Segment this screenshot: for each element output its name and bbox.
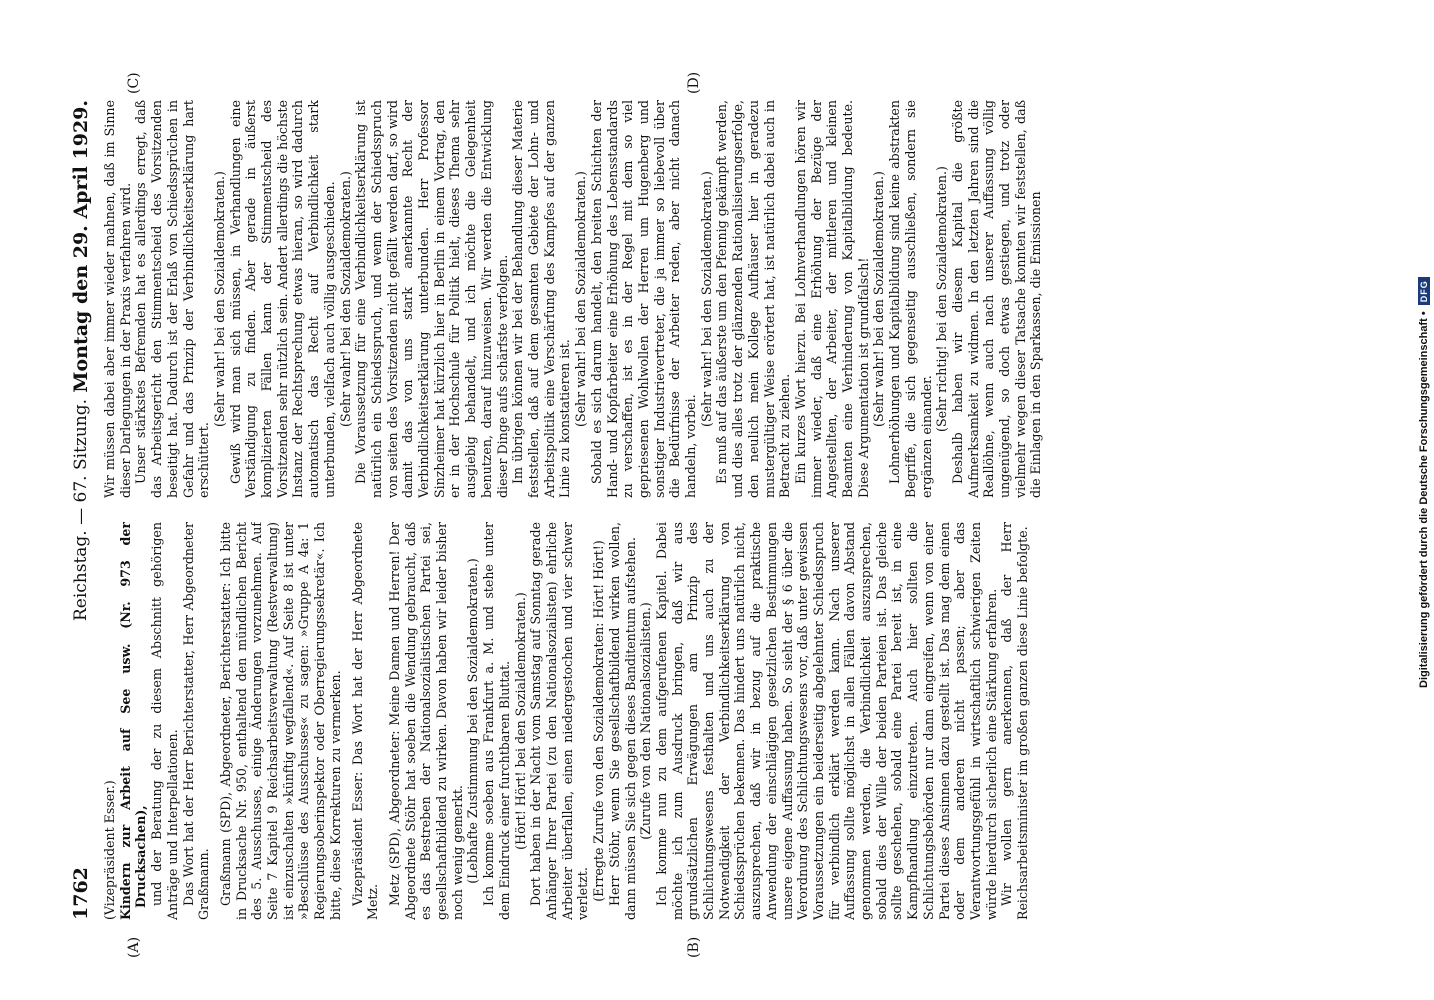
interjection: (Sehr wahr! bei den Sozialdemokraten.) [573, 171, 589, 427]
digitization-credit: Digitalisierung gefördert durch die Deutsche Forschungsgemeinschaft • [1418, 311, 1430, 688]
rotated-page [66, 70, 1316, 958]
paragraph: Kindern zur Arbeit auf See usw. (Nr. 973 der Drucksachen), [117, 522, 149, 920]
text-columns [102, 100, 1302, 920]
column-right [102, 100, 1302, 498]
margin-marker-b: (B) [686, 936, 702, 958]
interjection: (Sehr wahr! bei den Sozialdemokraten.) [337, 171, 353, 427]
running-head [66, 100, 96, 920]
interjection: (Zurufe von den Nationalsozialisten.) [638, 602, 654, 840]
paragraph: Gewiß wird man sich müssen, in Verhandlungen eine Verständigung zu finden. Aber gerade in äußerst komplizierten Fällen kann der Stimmentscheid des Vorsitzenden sehr nützlich sein. Andert allerdings die höchste Instanz der Rechtsprechung etwas hieran, so wird dadurch automatisch das Recht auf Verbindlichkeit stark unterbunden, vielfach auch völlig ausgeschieden. [227, 100, 337, 498]
interjection: (Sehr wahr! bei den Sozialdemokraten.) [698, 171, 714, 427]
paragraph: Vizepräsident Esser: Das Wort hat der Herr Abgeordnete Metz. [349, 522, 381, 920]
page-number: 1762 [70, 867, 92, 920]
paragraph: Graßmann (SPD), Abgeordneter, Berichterstatter: Ich bitte in Drucksache Nr. 950, enthaltend den mündlichen Bericht des 5. Ausschusses, einige Änderungen vorzunehmen. Auf Seite 7 Kapitel 9 Reichsarbeitsverwaltung (Restverwaltung) ist einzuschalten »künftig wegfallend«. Auf Seite 8 ist unter »Beschlüsse des Ausschusses« zu sagen: »Gruppe A 4a: 1 Regierungsoberinspektor oder Oberregierungssekretär«. Ich bitte, diese Korrekturen zu vermerken. [217, 522, 343, 920]
paragraph: Unser stärkstes Befremden hat es allerdings erregt, daß das Arbeitsgericht den Stimmentscheid des Vorsitzenden beseitigt hat. Dadurch ist der Erlaß von Schiedssprüchen in Gefahr und das Prinzip der Verbindlichkeitserklärung hart erschüttert. [133, 100, 212, 498]
paragraph: Das Wort hat der Herr Berichterstatter, Herr Abgeordneter Graßmann. [180, 522, 212, 920]
paragraph: Im übrigen können wir bei der Behandlung dieser Materie feststellen, daß auf dem gesamten Gebiete der Lohn- und Arbeitspolitik eine Verschärfung des Kampfes auf der ganzen Linie zu konstatieren ist. [510, 100, 573, 498]
document-sheet [66, 70, 1316, 958]
paragraph: Wir wollen gern anerkennen, daß der Herr Reichsarbeitsminister im großen ganzen diese Linie befolgte. [999, 522, 1031, 920]
interjection: (Sehr wahr! bei den Sozialdemokraten.) [871, 171, 887, 427]
interjection: (Sehr richtig! bei den Sozialdemokraten.) [934, 166, 950, 432]
paragraph: Ich komme nun zu dem aufgerufenen Kapitel. Dabei möchte ich zum Ausdruck bringen, daß wir aus grundsätzlichen Erwägungen am Prinzip des Schlichtungswesens festhalten und uns auch zu der Notwendigkeit der Verbindlichkeitserklärung von Schiedssprüchen bekennen. Das hindert uns natürlich nicht, auszusprechen, daß wir in bezug auf die praktische Anwendung der einschlägigen gesetzlichen Bestimmungen unsere eigene Auffassung haben. So sieht der § 6 über die Verordnung des Schlichtungswesens vor, daß unter gewissen Voraussetzungen ein beiderseitig abgelehnter Schiedsspruch für verbindlich erklärt werden kann. Nach unserer Auffassung sollte möglichst in allen Fällen davon Abstand genommen werden, die Verbindlichkeit auszusprechen, sobald dies der Wille der beiden Parteien ist. Das gleiche sollte geschehen, sobald eine Partei bereit ist, in eine Kampfhandlung einzutreten. Auch hier sollten die Schlichtungsbehörden nur dann eingreifen, wenn von einer Partei dieses Ansinnen dazu gestellt ist. Das mag dem einen oder dem anderen nicht passen; aber das Verantwortungsgefühl in wirtschaftlich schwierigen Zeiten würde hierdurch sicherlich eine Stärkung erfahren. [653, 522, 999, 920]
interjection: (Erregte Zurufe von den Sozialdemokraten: Hört! Hört!) [591, 540, 607, 902]
paragraph: Wir müssen dabei aber immer wieder mahnen, daß im Sinne dieser Darlegungen in der Praxis verfahren wird. [102, 100, 133, 498]
column-left [102, 522, 1302, 920]
interjection: (Sehr wahr! bei den Sozialdemokraten.) [211, 171, 227, 427]
paragraph: Sobald es sich darum handelt, den breiten Schichten der Hand- und Kopfarbeiter eine Erhöhung des Lebensstandards zu verschaffen, ist es in der Regel mit dem so viel gepriesenen Wohlwollen der Herren um Hugenberg und sonstiger Industrievertreter, die ja immer so liebevoll über die Bedürfnisse der Arbeiter reden, aber nicht danach handeln, vorbei. [588, 100, 699, 498]
session-date: Montag den 29. April 1929. [70, 100, 92, 393]
session-title: Reichstag. — 67. Sitzung. [71, 398, 91, 622]
paragraph: Ich komme soeben aus Frankfurt a. M. und stehe unter dem Eindruck einer furchtbaren Bluttat. [481, 522, 512, 920]
margin-marker-c: (C) [126, 72, 142, 94]
digitization-sidebar [1414, 8, 1430, 988]
interjection: (Lebhafte Zustimmung bei den Sozialdemokraten.) [465, 558, 481, 884]
paragraph: Deshalb haben wir diesem Kapital die größte Aufmerksamkeit zu widmen. In den letzten Jahren sind die Reallöhne, wenn auch nach unserer Auffassung völlig ungenügend, so doch etwas gestiegen, und trotz oder vielmehr wegen dieser Tatsache konnten wir feststellen, daß die Einlagen in den Sparkassen, die Emissionen [949, 100, 1044, 498]
paragraph: Lohnerhöhungen und Kapitalbildung sind keine abstrakten Begriffe, die sich gegenseitig ausschließen, sondern sie ergänzen einander. [887, 100, 934, 498]
interjection: (Hört! Hört! bei den Sozialdemokraten.) [512, 592, 528, 850]
margin-marker-a: (A) [126, 936, 142, 958]
paragraph: Ein kurzes Wort hierzu. Bei Lohnverhandlungen hören wir immer wieder, daß eine Erhöhung der Bezüge der Angestellten, der Arbeiter, der mittleren und kleinen Beamten eine Verhinderung von Kapitalbildung bedeute. Diese Argumentation ist grundfalsch! [792, 100, 871, 498]
paragraph: (Vizepräsident Esser.) [102, 780, 117, 920]
paragraph: Die Voraussetzung für eine Verbindlichkeitserklärung ist natürlich ein Schiedsspruch, und wenn der Schiedsspruch von seiten des Vorsitzenden nicht gefällt werden darf, so wird damit das von uns stark anerkannte Recht der Verbindlichkeitserklärung unterbunden. Herr Professor Sinzheimer hat kürzlich hier in Berlin in einem Vortrag, den er in der Hochschule für Politik hielt, dieses Thema sehr ausgiebig behandelt, und ich möchte die Gelegenheit benutzen, darauf hinzuweisen. Wir werden die Entwicklung dieser Dinge aufs schärfste verfolgen. [353, 100, 510, 498]
paragraph: Dort haben in der Nacht vom Samstag auf Sonntag gerade Anhänger Ihrer Partei (zu den Nationalsozialisten) ehrliche Arbeiter überfallen, einen niedergestochen und vier schwer verletzt. [528, 522, 591, 920]
margin-marker-d: (D) [686, 71, 702, 94]
paragraph: Es muß auf das äußerste um den Pfennig gekämpft werden, und dies alles trotz der glänzenden Rationalisierungserfolge, den neulich mein Kollege Aufhäuser hier in geradezu mustergültiger Weise erörtert hat, ist natürlich dabei auch in Betracht zu ziehen. [714, 100, 793, 498]
paragraph: Metz (SPD), Abgeordneter: Meine Damen und Herren! Der Abgeordnete Stöhr hat soeben die Wendung gebraucht, daß es das Bestreben der Nationalsozialistischen Partei sei, gesellschaftbildend zu wirken. Davon haben wir leider bisher noch wenig gemerkt. [386, 522, 465, 920]
paragraph: Herr Stöhr, wenn Sie gesellschaftbildend wirken wollen, dann müssen Sie sich gegen dieses Banditentum aufstehen. [606, 522, 638, 920]
paragraph: und der Beratung der zu diesem Abschnitt gehörigen Anträge und Interpellationen. [149, 522, 180, 920]
dfg-logo: DFG [1418, 277, 1430, 305]
